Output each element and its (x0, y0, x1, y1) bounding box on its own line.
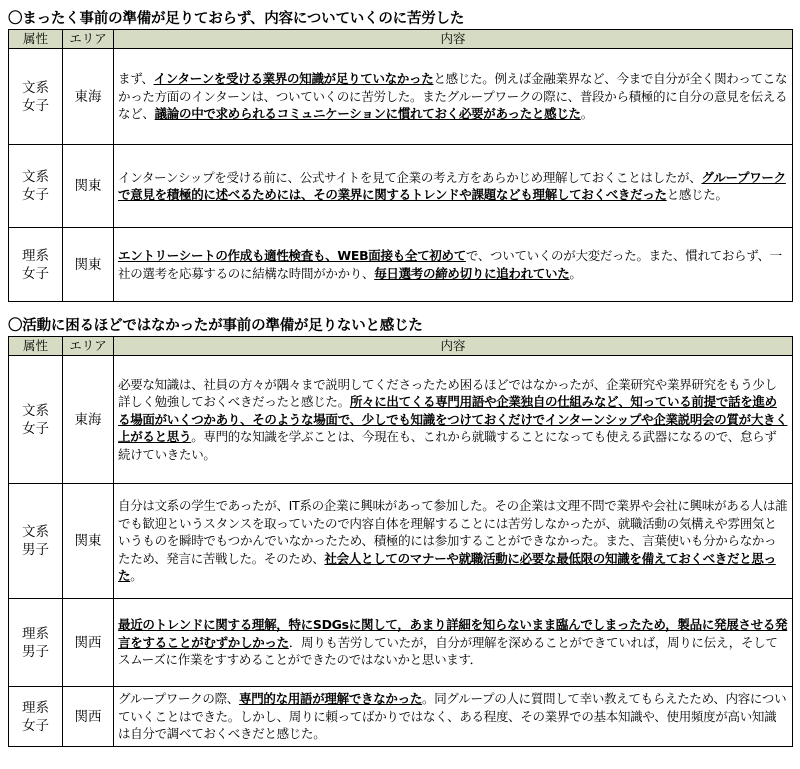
section-title: 〇まったく事前の準備が足りておらず、内容についていくのに苦労した (8, 11, 465, 27)
header-content: 内容 (114, 30, 793, 49)
highlighted-text: グループワークで意見を積極的に述べるためには、その業界に関するトレンドや課題なども理解しておくべきだった (118, 169, 786, 202)
table-header-row (9, 30, 793, 49)
highlighted-text: エントリーシートの作成も適性検査も、WEB面接も全て初めて (118, 248, 466, 263)
content-cell (114, 49, 793, 145)
comments-table (8, 29, 793, 302)
table-row (9, 484, 793, 599)
table-row (9, 687, 793, 747)
area-cell: 東海 (63, 356, 114, 484)
highlighted-text: 議論の中で求められるコミュニケーションに慣れておく必要があったと感じた (154, 106, 581, 122)
attribute-line: 理系 (22, 247, 49, 264)
content-text: まず、 (118, 71, 154, 87)
table-row (9, 599, 793, 687)
content-text: で、ついていくのが大変だった。また、慣れておらず、一社の選考を応募するのに結構な時間がかかり、 (118, 248, 782, 281)
attribute-cell (9, 599, 63, 687)
highlighted-text: 所々に出てくる専門用語や企業独自の仕組みなど、知っている前提で話を進める場面がいくつかあり、そのような場面で、少しでも知識をつけておくだけでインターンシップや企業説明会の質が大きく上がると思う (118, 394, 788, 445)
content-cell (114, 599, 793, 687)
content-text: 自分は文系の学生であったが、IT系の企業に興味があって参加した。その企業は文理不問で業界や会社に興味がある人は誰でも歓迎というスタンスを取っていたので内容自体を理解することには苦労しなかったが、就職活動の気構えや雰囲気というものを瞬時でもつかんでいなかったため、積極的には参加することができなかった。また、言葉使いも分からなかったため、発言に苦戦した。そのため、 (118, 498, 788, 566)
header-attribute: 属性 (9, 30, 63, 49)
attribute-line: 文系 (22, 79, 49, 96)
content-text: インターンシップを受ける前に、公式サイトを見て企業の考え方をあらかじめ理解しておくことはしたが、 (118, 169, 702, 185)
content-cell (114, 145, 793, 228)
attribute-line: 男子 (22, 542, 49, 558)
attribute-cell (9, 145, 63, 228)
area-cell: 関東 (63, 228, 114, 302)
content-text: 。 (130, 568, 143, 584)
header-content: 内容 (114, 337, 793, 356)
header-attribute: 属性 (9, 337, 63, 356)
area-cell: 関西 (63, 599, 114, 687)
highlighted-text: インターンを受ける業界の知識が足りていなかった (153, 71, 434, 87)
header-area: エリア (63, 337, 114, 356)
attribute-line: 女子 (22, 420, 49, 437)
table-header-row (9, 337, 793, 356)
content-text: と感じた。 (666, 187, 728, 202)
content-text: 。専門的な知識を学ぶことは、今現在も、これから就職することになっても使える武器になるので、怠らず続けていきたい。 (118, 429, 777, 462)
content-cell (114, 687, 793, 747)
table-row (9, 356, 793, 484)
area-cell: 関東 (63, 484, 114, 599)
attribute-line: 理系 (22, 699, 49, 716)
attribute-cell (9, 228, 63, 302)
attribute-cell (9, 356, 63, 484)
table-row (9, 228, 793, 302)
section-not-troubled-but-unprepared (8, 316, 792, 747)
attribute-line: 女子 (22, 717, 49, 734)
attribute-cell (9, 49, 63, 145)
attribute-line: 文系 (22, 169, 49, 185)
content-text: グループワークの際、 (118, 691, 240, 707)
attribute-cell (9, 687, 63, 747)
comments-table (8, 336, 793, 747)
content-cell (114, 228, 793, 302)
attribute-line: 女子 (22, 97, 49, 114)
content-text: 必要な知識は、社員の方々が隅々まで説明してくださったため困るほどではなかったが、企業研究や業界研究をもう少し詳しく勉強しておくべきだったと感じた。 (118, 376, 777, 410)
content-text: 。同グループの人に質問して幸い教えてもらえたため、内容についていくことはできた。しかし、周りに頼ってばかりではなく、ある程度、その業界での基本知識や、使用頻度が高い知識は自分で調べておくべきだと感じた。 (118, 691, 787, 742)
area-cell: 関東 (63, 145, 114, 228)
content-text: と感じた。例えば金融業界など、今まで自分が全く関わってこなかった方面のインターンは、ついていくのに苦労した。またグループワークの際に、普段から積極的に自分の意見を伝えるなど、 (118, 71, 788, 122)
area-cell: 関西 (63, 687, 114, 747)
attribute-line: 女子 (22, 265, 49, 282)
content-text: ．周りも苦労していたが，自分が理解を深めることができていれば，周りに伝え，そしてスムーズに作業をすすめることができたのではないかと思います． (118, 634, 778, 668)
content-cell (114, 356, 793, 484)
section-title: 〇活動に困るほどではなかったが事前の準備が足りないと感じた (8, 318, 423, 334)
header-area: エリア (63, 30, 114, 49)
content-text: 。 (569, 265, 582, 281)
highlighted-text: 毎日選考の締め切りに追われていた (374, 265, 570, 281)
attribute-line: 文系 (22, 524, 49, 540)
attribute-cell (9, 484, 63, 599)
content-text: 。 (580, 106, 593, 122)
section-unprepared-struggled (8, 9, 792, 302)
highlighted-text: 専門的な用語が理解できなかった (239, 691, 423, 707)
attribute-line: 文系 (22, 402, 49, 419)
attribute-line: 女子 (22, 187, 49, 203)
content-cell (114, 484, 793, 599)
attribute-line: 男子 (22, 643, 49, 660)
table-row (9, 49, 793, 145)
highlighted-text: 社会人としてのマナーや就職活動に必要な最低限の知識を備えておくべきだと思った (118, 550, 776, 584)
attribute-line: 理系 (22, 625, 49, 642)
highlighted-text: 最近のトレンドに関する理解，特にSDGsに関して，あまり詳細を知らないまま臨んでしまったため，製品に発展させる発言をすることがむずかしかった (118, 617, 788, 650)
area-cell: 東海 (63, 49, 114, 145)
table-row (9, 145, 793, 228)
